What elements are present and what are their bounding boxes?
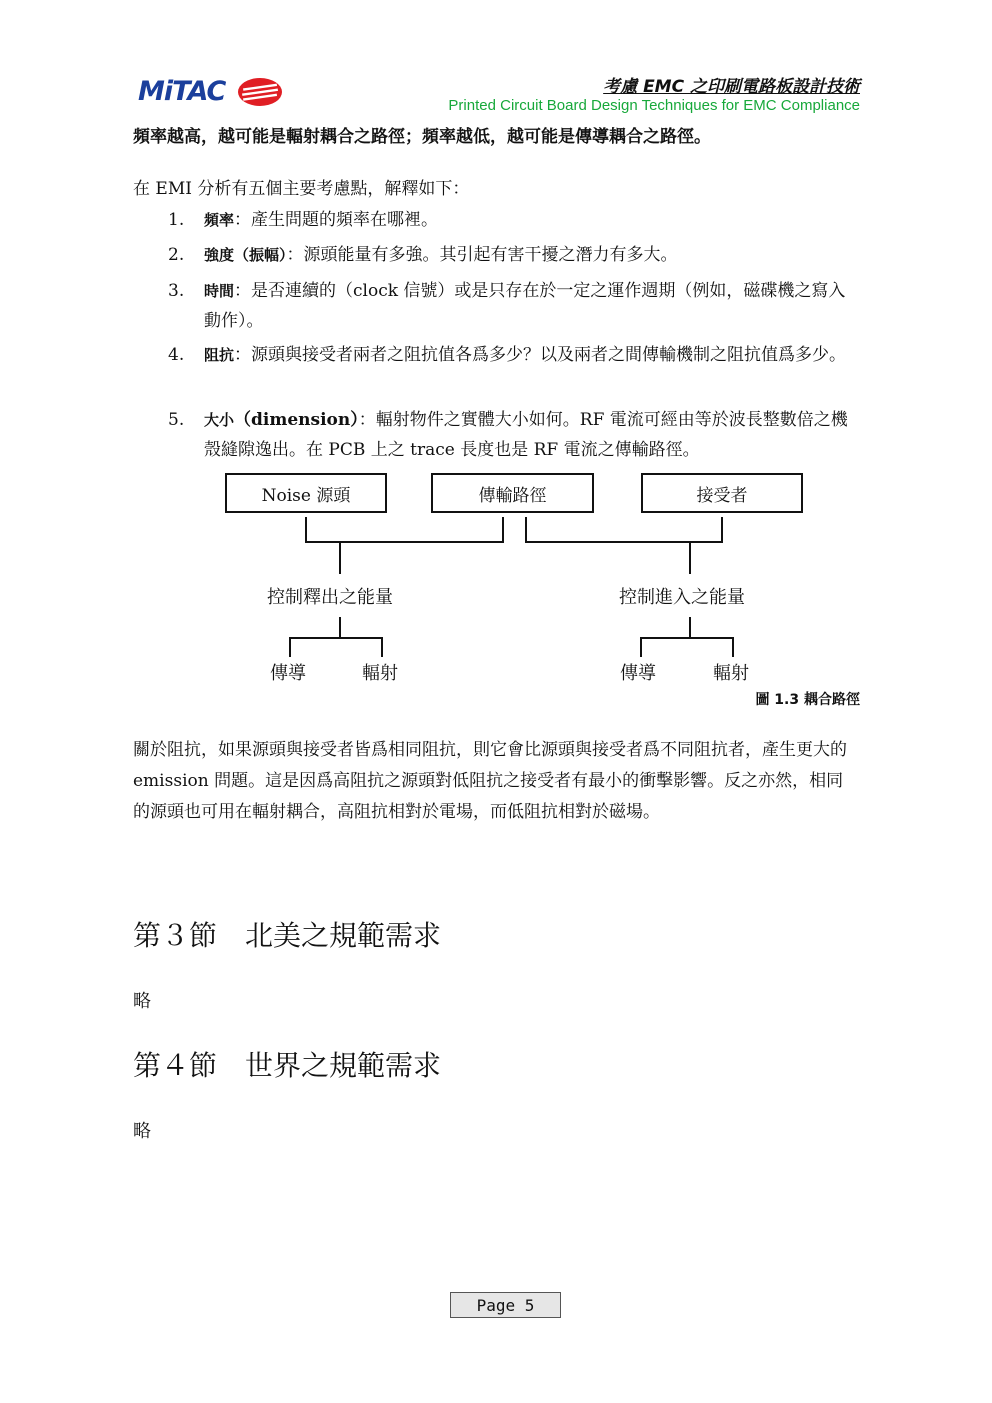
item-number: 2. [168,245,185,265]
item-sep: ： [358,410,376,430]
lead-sentence: 頻率越高，越可能是輻射耦合之路徑；頻率越低，越可能是傳導耦合之路徑。 [133,127,711,147]
item-sep: ： [286,245,304,265]
item-sep: ： [234,210,252,230]
diagram-left-control: 控制釋出之能量 [267,587,393,608]
coupling-diagram-lines [0,0,992,700]
item-text: 源頭與接受者兩者之阻抗值各爲多少？以及兩者之間傳輸機制之阻抗值爲多少。 [251,345,847,365]
section-3-title: 第３節 北美之規範需求 [133,919,442,952]
item-text: 是否連續的（clock 信號）或是只存在於一定之運作週期（例如，磁碟機之寫入動作）。 [204,281,846,331]
item-key: 時間 [204,282,235,300]
figure-caption: 圖 1.3 耦合路徑 [755,692,860,708]
item-text: 輻射物件之實體大小如何。RF 電流可經由等於波長整數倍之機殼縫隙逸出。在 PCB 上之 trace 長度也是 RF 電流之傳輸路徑。 [204,410,848,460]
header-title: 考慮 EMC 之印刷電路板設計技術 [603,77,860,97]
diagram-right-branch-conduction: 傳導 [620,663,656,684]
diagram-right-branch-radiation: 輻射 [713,663,749,684]
item-number: 4. [168,345,185,365]
section-3-body: 略 [133,991,151,1012]
diagram-right-control: 控制進入之能量 [619,587,745,608]
item-key: 大小 [204,411,235,429]
impedance-paragraph: 關於阻抗，如果源頭與接受者皆爲相同阻抗，則它會比源頭與接受者爲不同阻抗者，產生更大的 emission 問題。這是因爲高阻抗之源頭對低阻抗之接受者有最小的衝擊影響。反之亦然，相同的源頭也可用在輻射耦合，高阻抗相對於電場，而低阻抗相對於磁場。 [133,740,847,822]
logo-text: MiTAC [138,76,226,107]
item-key: 頻率 [204,211,235,229]
page-number: Page 5 [450,1292,561,1318]
section-4-title: 第４節 世界之規範需求 [133,1049,442,1082]
diagram-left-branch-conduction: 傳導 [270,663,306,684]
item-sep: ： [234,281,252,301]
diagram-left-branch-radiation: 輻射 [362,663,398,684]
item-text: 產生問題的頻率在哪裡。 [251,210,439,230]
diagram-box-path: 傳輸路徑 [431,473,594,513]
diagram-box-receiver: 接受者 [641,473,803,513]
item-number: 1. [168,210,185,230]
item-text: 源頭能量有多強。其引起有害干擾之潛力有多大。 [303,245,678,265]
intro-text: 在 EMI 分析有五個主要考慮點，解釋如下： [133,179,470,199]
header-subtitle: Printed Circuit Board Design Techniques for EMC Compliance [448,97,860,114]
diagram-box-source: Noise 源頭 [225,473,387,513]
item-key: 阻抗 [204,346,235,364]
section-4-body: 略 [133,1121,151,1142]
item-sep: ： [234,345,252,365]
item-key-extra: （dimension） [234,410,359,430]
item-number: 3. [168,281,185,301]
item-key: 強度（振幅） [204,246,287,264]
item-number: 5. [168,410,185,430]
